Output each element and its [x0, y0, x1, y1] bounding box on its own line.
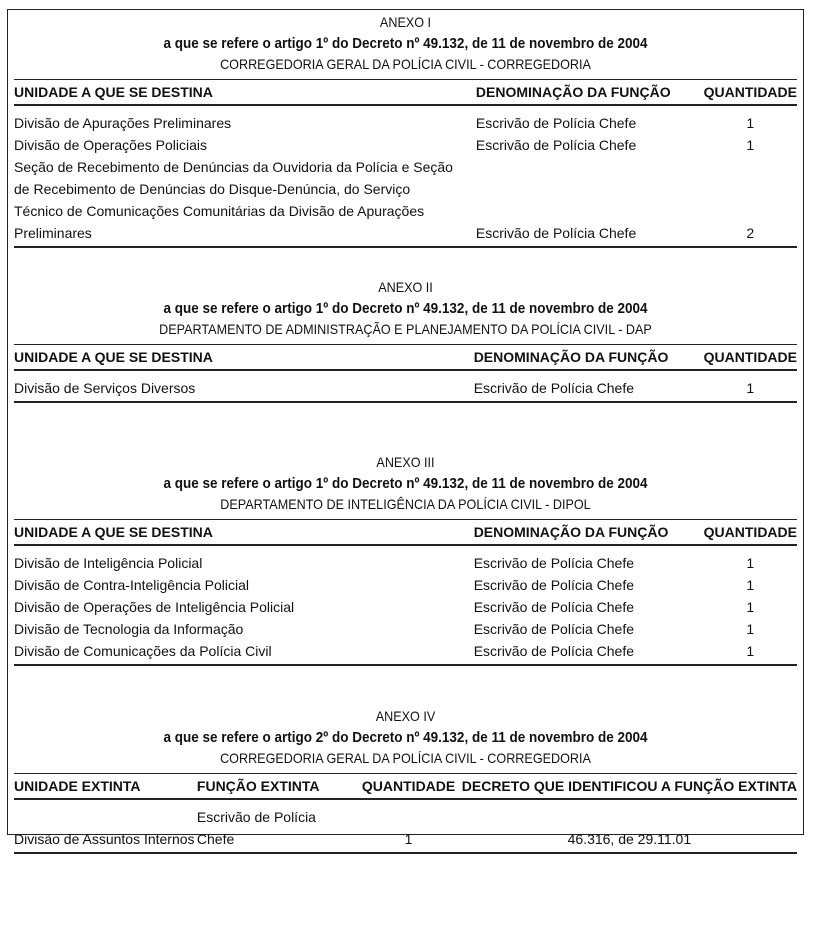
cell-quantity: 1	[746, 555, 755, 571]
col-header-function: DENOMINAÇÃO DA FUNÇÃO	[474, 345, 704, 371]
cell-quantity: 1	[355, 799, 461, 853]
cell-unit: Divisão de Comunicações da Polícia Civil	[14, 640, 474, 665]
cell-function: Escrivão de Polícia Chefe	[474, 640, 704, 665]
col-header-function: DENOMINAÇÃO DA FUNÇÃO	[474, 520, 704, 546]
annex-2	[14, 277, 797, 403]
cell-function: Escrivão de Polícia Chefe	[197, 799, 355, 853]
table-row	[14, 640, 797, 665]
col-header-quantity: QUANTIDADE	[355, 774, 461, 800]
annex-4	[14, 706, 797, 854]
annex-department: CORREGEDORIA GERAL DA POLÍCIA CIVIL - CORREGEDORIA	[220, 56, 591, 72]
annex-department: DEPARTAMENTO DE INTELIGÊNCIA DA POLÍCIA CIVIL - DIPOL	[220, 496, 591, 512]
annex-title: ANEXO IV	[375, 708, 436, 724]
annex-table	[14, 79, 797, 248]
annex-1	[14, 12, 797, 248]
table-row	[14, 156, 797, 247]
cell-function: Escrivão de Polícia Chefe	[476, 156, 704, 247]
annex-reference: a que se refere o artigo 1º do Decreto nº 49.132, de 11 de novembro de 2004	[163, 35, 648, 52]
cell-unit: Divisão de Assuntos Internos	[14, 799, 197, 853]
col-header-extinct-function: FUNÇÃO EXTINTA	[197, 774, 355, 800]
col-header-quantity: QUANTIDADE	[704, 80, 797, 106]
annex-table	[14, 344, 797, 403]
annex-department: DEPARTAMENTO DE ADMINISTRAÇÃO E PLANEJAMENTO DA POLÍCIA CIVIL - DAP	[159, 321, 652, 337]
annex-reference: a que se refere o artigo 2º do Decreto nº 49.132, de 11 de novembro de 2004	[163, 729, 648, 746]
cell-unit: Divisão de Operações Policiais	[14, 137, 207, 153]
table-row	[14, 545, 797, 574]
cell-decree: 46.316, de 29.11.01	[462, 799, 797, 853]
table-row	[14, 596, 797, 618]
annex-header	[53, 452, 758, 515]
cell-function: Escrivão de Polícia Chefe	[473, 621, 634, 637]
cell-quantity: 1	[746, 577, 755, 593]
cell-quantity: 1	[746, 137, 755, 153]
annex-table	[14, 519, 797, 666]
table-row	[14, 134, 797, 156]
table-row	[14, 618, 797, 640]
cell-unit: Divisão de Inteligência Policial	[14, 555, 203, 571]
cell-function: Escrivão de Polícia Chefe	[473, 577, 634, 593]
annex-reference: a que se refere o artigo 1º do Decreto nº 49.132, de 11 de novembro de 2004	[163, 475, 648, 492]
cell-quantity: 1	[704, 370, 797, 402]
cell-function: Escrivão de Polícia Chefe	[475, 137, 637, 153]
col-header-function: DENOMINAÇÃO DA FUNÇÃO	[476, 80, 704, 106]
annex-3	[14, 452, 797, 666]
cell-quantity: 1	[746, 599, 755, 615]
annex-header	[53, 277, 758, 340]
cell-unit: Divisão de Apurações Preliminares	[14, 115, 232, 131]
cell-unit: Divisão de Contra-Inteligência Policial	[14, 577, 250, 593]
annex-department: CORREGEDORIA GERAL DA POLÍCIA CIVIL - CORREGEDORIA	[220, 750, 591, 766]
col-header-extinct-unit: UNIDADE EXTINTA	[14, 774, 197, 800]
annex-title: ANEXO I	[379, 14, 432, 30]
cell-unit: Divisão de Operações de Inteligência Policial	[14, 599, 295, 615]
cell-unit: Divisão de Tecnologia da Informação	[14, 621, 244, 637]
table-row	[14, 370, 797, 402]
col-header-unit: UNIDADE A QUE SE DESTINA	[14, 80, 476, 106]
annex-title: ANEXO III	[376, 454, 435, 470]
col-header-unit: UNIDADE A QUE SE DESTINA	[14, 345, 474, 371]
table-row	[14, 105, 797, 134]
cell-function: Escrivão de Polícia Chefe	[473, 555, 634, 571]
cell-quantity: 1	[746, 115, 755, 131]
annex-header	[53, 12, 758, 75]
col-header-quantity: QUANTIDADE	[704, 345, 797, 371]
cell-function: Escrivão de Polícia Chefe	[475, 115, 637, 131]
cell-function: Escrivão de Polícia Chefe	[474, 370, 704, 402]
table-row	[14, 799, 797, 853]
annex-header	[53, 706, 758, 769]
table-row	[14, 574, 797, 596]
annex-title: ANEXO II	[378, 279, 433, 295]
cell-unit: Seção de Recebimento de Denúncias da Ouvidoria da Polícia e Seção de Recebimento de Denúncias do Disque-Denúncia, do Serviço Técnico de Comunicações Comunitárias da Divisão de Apurações Preliminares	[14, 156, 476, 247]
annex-table	[14, 773, 797, 854]
col-header-quantity: QUANTIDADE	[704, 520, 797, 546]
cell-function: Escrivão de Polícia Chefe	[473, 599, 634, 615]
cell-quantity: 1	[746, 621, 755, 637]
annex-reference: a que se refere o artigo 1º do Decreto nº 49.132, de 11 de novembro de 2004	[163, 300, 648, 317]
col-header-decree: DECRETO QUE IDENTIFICOU A FUNÇÃO EXTINTA	[462, 774, 797, 800]
cell-quantity: 2	[704, 156, 797, 247]
col-header-unit: UNIDADE A QUE SE DESTINA	[14, 520, 474, 546]
cell-quantity: 1	[704, 640, 797, 665]
cell-unit: Divisão de Serviços Diversos	[14, 370, 474, 402]
